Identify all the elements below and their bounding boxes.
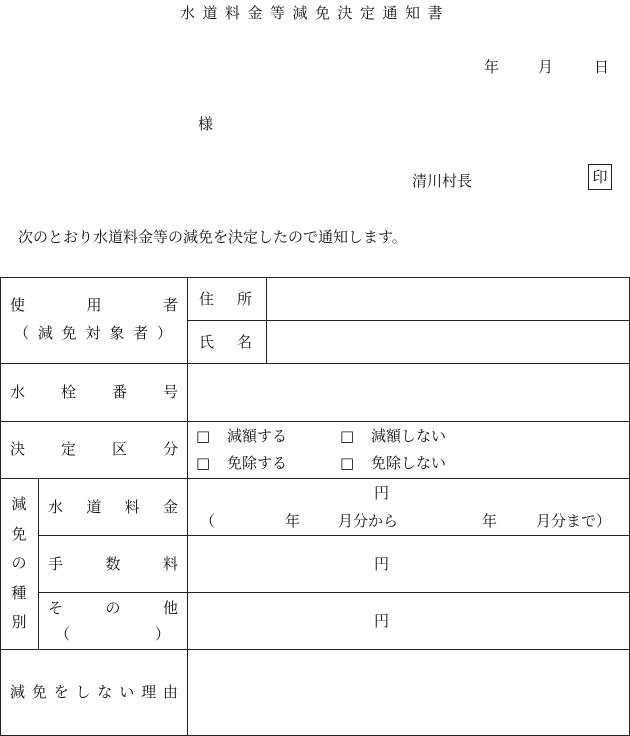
- water-fee-label: 水 道 料 金: [48, 498, 178, 516]
- user-label: 使 用 者: [10, 296, 178, 314]
- water-fee-yen: 円: [374, 484, 390, 502]
- issuer-name: 清川村長: [412, 172, 473, 190]
- other-label: そ の 他: [48, 599, 178, 617]
- name-field[interactable]: [267, 321, 629, 363]
- period-end-month: 月分まで）: [536, 512, 612, 530]
- decision-category-label: 決 定 区 分: [10, 440, 178, 458]
- checkbox-icon[interactable]: □: [340, 454, 355, 472]
- period-start-month: 月分から: [338, 512, 399, 530]
- name-label: 氏 名: [199, 333, 252, 351]
- date-month-label: 月: [538, 58, 554, 76]
- exemption-target-label: （ 減 免 対 象 者 ）: [14, 324, 172, 342]
- addressee-suffix: 様: [198, 115, 214, 133]
- seal-box: 印: [588, 164, 612, 190]
- exemption-type-label: 減 免 の 種 別: [11, 495, 27, 631]
- period-open-paren: （: [200, 512, 216, 530]
- date-year-label: 年: [484, 58, 500, 76]
- option-no-reduce[interactable]: □ 減額しない: [340, 427, 446, 445]
- decision-table: [0, 277, 630, 736]
- period-start-year: 年: [285, 512, 301, 530]
- option-no-exempt[interactable]: □ 免除しない: [340, 454, 446, 472]
- commission-yen: 円: [374, 555, 390, 573]
- address-label: 住 所: [199, 290, 252, 308]
- reason-label: 減 免 を し な い 理 由: [10, 683, 178, 701]
- period-end-year: 年: [482, 512, 498, 530]
- other-yen: 円: [374, 612, 390, 630]
- hydrant-number-label: 水 栓 番 号: [10, 383, 178, 401]
- reason-field[interactable]: [188, 650, 629, 735]
- commission-label: 手 数 料: [48, 555, 178, 573]
- address-field[interactable]: [267, 278, 629, 320]
- other-paren: （ ）: [55, 625, 170, 643]
- checkbox-icon[interactable]: □: [196, 454, 211, 472]
- checkbox-icon[interactable]: □: [196, 427, 211, 445]
- option-reduce[interactable]: □ 減額する: [196, 427, 287, 445]
- hydrant-number-field[interactable]: [188, 364, 629, 421]
- intro-text: 次のとおり水道料金等の減免を決定したので通知します。: [18, 228, 407, 246]
- checkbox-icon[interactable]: □: [340, 427, 355, 445]
- option-exempt[interactable]: □ 免除する: [196, 454, 287, 472]
- date-day-label: 日: [594, 58, 610, 76]
- document-title: 水道料金等減免決定通知書: [179, 4, 450, 22]
